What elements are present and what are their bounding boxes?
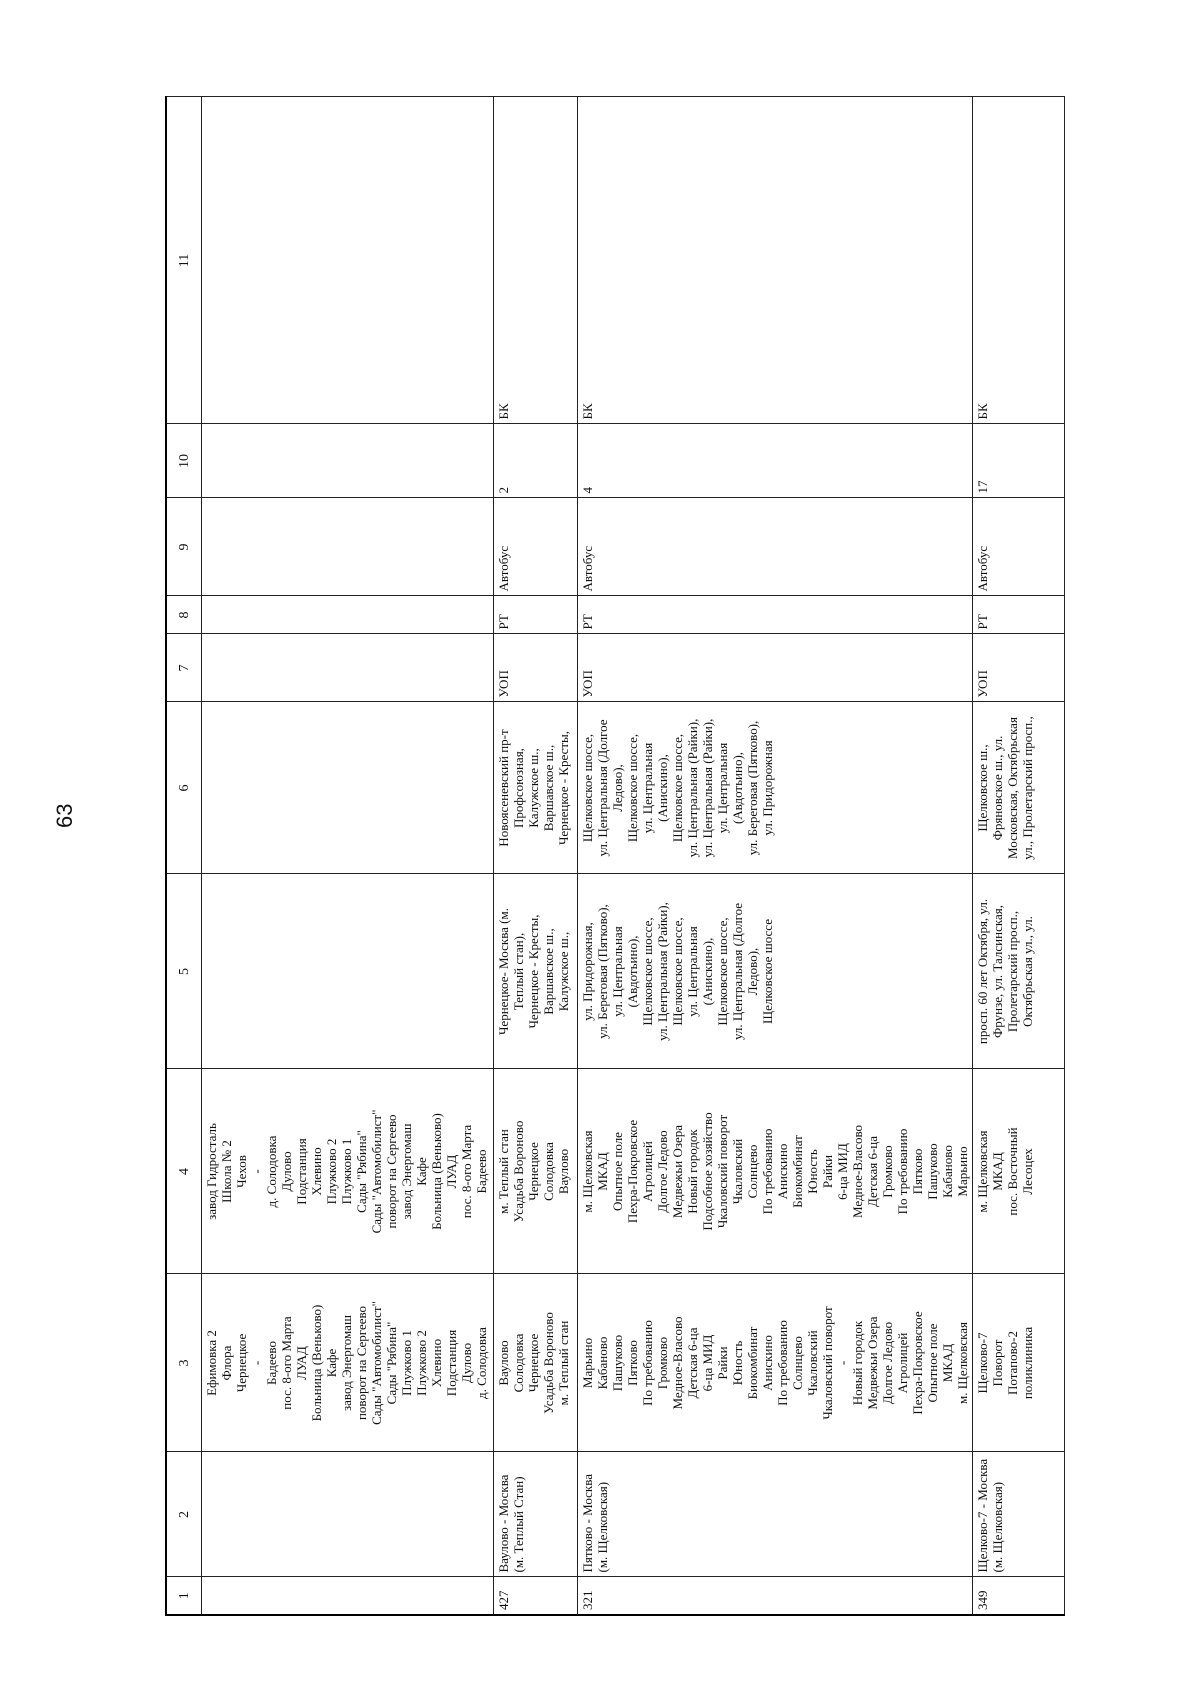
cell-line: Солодовка xyxy=(511,1333,526,1393)
rotated-table-container xyxy=(165,98,1110,1616)
cell-line: Плужково 2 xyxy=(414,1330,429,1396)
cell-c2: Щелково-7 - Москва (м. Щелковская) xyxy=(973,1452,1065,1577)
cell-line: Агролицей xyxy=(640,1141,655,1202)
cell-line: Кафе xyxy=(414,1157,429,1186)
cell-c6 xyxy=(494,702,578,874)
cell-line: ул. Центральная (Райки), xyxy=(655,902,670,1041)
page-number: 63 xyxy=(52,803,77,828)
header-cell: 9 xyxy=(166,498,202,596)
cell-line: Дулово xyxy=(459,1342,474,1384)
cell-line: Райки xyxy=(715,1346,730,1380)
cell-line: поворот на Сергеево xyxy=(384,1114,399,1229)
cell-line: Громково xyxy=(880,1145,895,1198)
cell-c8 xyxy=(202,596,494,634)
cell-line: Пехра-Покровское xyxy=(910,1311,925,1415)
cell-line: м. Теплый стан xyxy=(496,1129,511,1214)
cell-line: (Анискино), xyxy=(700,937,715,1006)
cell-line: Кабаново xyxy=(595,1336,610,1390)
cell-line: ул., Пролетарский просп., xyxy=(1020,716,1035,860)
header-cell: 10 xyxy=(166,424,202,498)
cell-line: Кабаново xyxy=(940,1145,955,1198)
cell-c9: Автобус xyxy=(494,498,578,596)
cell-line: Щелковское шоссе, xyxy=(670,917,685,1026)
routes-table xyxy=(165,97,1065,1617)
cell-line: Марьино xyxy=(955,1146,970,1197)
cell-line: Теплый стан), xyxy=(511,932,526,1011)
cell-line: Бадеево xyxy=(264,1341,279,1385)
cell-line: (Авдотьино), xyxy=(625,935,640,1008)
cell-c3 xyxy=(973,1274,1065,1452)
cell-line: Опытное поле xyxy=(610,1132,625,1211)
cell-line: Щелковское шоссе xyxy=(760,919,775,1024)
cell-c11: БК xyxy=(578,97,973,424)
cell-c1: 349 xyxy=(973,1577,1065,1615)
cell-line: МКАД xyxy=(595,1152,610,1191)
cell-line: завод Энергомаш xyxy=(399,1123,414,1220)
cell-line: Фрунзе, ул. Талсинская, xyxy=(990,905,1005,1038)
cell-line: Потапово-2 xyxy=(1005,1331,1020,1395)
cell-line: Московская, Октябрьская xyxy=(1005,717,1020,859)
cell-c4 xyxy=(578,1069,973,1274)
cell-c4 xyxy=(494,1069,578,1274)
cell-line: д. Солодовка xyxy=(264,1135,279,1208)
cell-c9: Автобус xyxy=(578,498,973,596)
cell-line: Дулово xyxy=(279,1151,294,1192)
cell-line: завод Энергомаш xyxy=(339,1315,354,1411)
cell-line: ул. Береговая (Пятково), xyxy=(595,904,610,1039)
cell-line: Плужково 1 xyxy=(399,1330,414,1396)
cell-line: Ваулово xyxy=(556,1148,571,1195)
cell-line: Ледово), xyxy=(745,947,760,996)
cell-c2: Ваулово - Москва (м. Теплый Стан) xyxy=(494,1452,578,1577)
cell-line: Поворот xyxy=(990,1339,1005,1387)
cell-line: ул. Центральная (Райки), xyxy=(685,718,700,858)
cell-line: Подстанция xyxy=(444,1329,459,1397)
cell-line: м. Щелковская xyxy=(955,1322,970,1404)
cell-line: Калужское ш., xyxy=(526,748,541,828)
cell-line: Анискино xyxy=(775,1143,790,1200)
cell-line: Детская 6-ца xyxy=(685,1327,700,1399)
header-row xyxy=(166,97,202,1615)
cell-line: ул. Центральная xyxy=(610,926,625,1017)
cell-line: (Авдотьино), xyxy=(730,751,745,825)
cell-c2 xyxy=(202,1452,494,1577)
cell-line: 6-ца МИД xyxy=(700,1334,715,1392)
cell-line: м. Щелковская xyxy=(975,1130,990,1213)
cell-line: Чкаловский xyxy=(730,1138,745,1205)
cell-line: Медное-Власово xyxy=(850,1124,865,1219)
cell-line: Флора xyxy=(219,1345,234,1381)
header-cell: 1 xyxy=(166,1577,202,1615)
cell-line: ул. Центральная xyxy=(715,742,730,834)
cell-line: Чкаловский поворот xyxy=(820,1306,835,1420)
cell-line: поворот на Сергеево xyxy=(354,1305,369,1421)
cell-line: д. Солодовка xyxy=(474,1327,489,1399)
cell-line: По требованию xyxy=(895,1128,910,1215)
cell-line: Марьино xyxy=(580,1337,595,1389)
cell-line: ул. Центральная xyxy=(640,742,655,834)
cell-line: По требованию xyxy=(640,1320,655,1406)
cell-line: ул. Придорожная xyxy=(760,740,775,836)
cell-line: По требованию xyxy=(775,1320,790,1406)
cell-c8: РТ xyxy=(973,596,1065,634)
cell-line: м. Щелковская xyxy=(580,1130,595,1213)
cell-line: Подсобное хозяйство xyxy=(700,1112,715,1231)
header-cell: 11 xyxy=(166,97,202,424)
cell-c7 xyxy=(202,634,494,702)
cell-line: МКАД xyxy=(940,1343,955,1383)
table-body xyxy=(202,97,1065,1615)
cell-line: Опытное поле xyxy=(925,1323,940,1403)
cell-line: Юность xyxy=(730,1340,745,1386)
cell-line: м. Теплый стан xyxy=(556,1320,571,1406)
cell-line: Варшавское ш., xyxy=(541,744,556,832)
cell-line: ул. Береговая (Пятково), xyxy=(745,720,760,856)
cell-c10 xyxy=(202,424,494,498)
cell-line: пос. Восточный xyxy=(1005,1127,1020,1216)
cell-line: Агролицей xyxy=(895,1332,910,1394)
cell-line: Щелковское ш., xyxy=(975,744,990,832)
header-cell: 8 xyxy=(166,596,202,634)
cell-c1: 321 xyxy=(578,1577,973,1615)
cell-c1 xyxy=(202,1577,494,1615)
cell-line: Чернецкое xyxy=(526,1333,541,1393)
cell-c7: УОП xyxy=(578,634,973,702)
cell-line: Щелковское шоссе, xyxy=(580,733,595,843)
cell-line: Детская 6-ца xyxy=(865,1135,880,1208)
cell-line: Плужково 2 xyxy=(324,1138,339,1205)
cell-line: Пятково xyxy=(910,1148,925,1195)
cell-line: Усадьба Вороново xyxy=(541,1312,556,1414)
cell-line: просп. 60 лет Октября, ул. xyxy=(975,898,990,1045)
cell-line: Щелковское шоссе, xyxy=(670,733,685,843)
cell-line: Усадьба Вороново xyxy=(511,1120,526,1223)
cell-c5 xyxy=(973,874,1065,1069)
cell-line: Юность xyxy=(805,1149,820,1194)
cell-c11: БК xyxy=(973,97,1065,424)
cell-c4 xyxy=(973,1069,1065,1274)
cell-line: Октябрьская ул., ул. xyxy=(1020,916,1035,1027)
table-row xyxy=(578,97,973,1615)
cell-line: Варшавское ш., xyxy=(541,928,556,1015)
table-row xyxy=(494,97,578,1615)
cell-line: Чкаловский поворот xyxy=(715,1114,730,1229)
cell-c6 xyxy=(578,702,973,874)
cell-line: Лесоцех xyxy=(1020,1148,1035,1195)
cell-c3 xyxy=(494,1274,578,1452)
cell-line: 6-ца МИД xyxy=(835,1143,850,1200)
cell-line: Бадеево xyxy=(474,1149,489,1194)
cell-line: Кафе xyxy=(324,1348,339,1378)
cell-c10: 4 xyxy=(578,424,973,498)
cell-line: Подстанция xyxy=(294,1138,309,1205)
cell-line: ЛУАД xyxy=(444,1154,459,1189)
cell-line: ул. Центральная (Долгое xyxy=(730,902,745,1041)
cell-line: Долгое Ледово xyxy=(880,1321,895,1405)
cell-line: Новый городок xyxy=(685,1129,700,1214)
table-row xyxy=(202,97,494,1615)
cell-line: Биокомбинат xyxy=(790,1135,805,1208)
cell-line: Чернецкое xyxy=(526,1142,541,1201)
cell-c9 xyxy=(202,498,494,596)
cell-c6 xyxy=(973,702,1065,874)
cell-line: ул. Центральная (Долгое xyxy=(595,719,610,857)
cell-line: Чернецкое - Кресты, xyxy=(556,730,571,846)
header-cell: 6 xyxy=(166,702,202,874)
cell-line: Пашуково xyxy=(610,1334,625,1392)
cell-c7: УОП xyxy=(973,634,1065,702)
cell-line: Сады "Рябина" xyxy=(384,1321,399,1405)
cell-line: Ледово), xyxy=(610,764,625,812)
cell-line: МКАД xyxy=(990,1152,1005,1191)
cell-c5 xyxy=(494,874,578,1069)
cell-line: завод Гидросталь xyxy=(204,1123,219,1220)
cell-c7: УОП xyxy=(494,634,578,702)
cell-line: (Анискино), xyxy=(655,754,670,822)
cell-line: Медное-Власово xyxy=(670,1316,685,1410)
cell-line: пос. 8-ого Марта xyxy=(459,1124,474,1219)
cell-line: Новоясеневский пр-т xyxy=(496,729,511,847)
cell-c3 xyxy=(202,1274,494,1452)
cell-line: Хлевино xyxy=(429,1338,444,1388)
cell-line: Щелковское шоссе, xyxy=(625,733,640,843)
cell-line: ЛУАД xyxy=(294,1346,309,1380)
cell-line: Громково xyxy=(655,1336,670,1390)
header-cell: 2 xyxy=(166,1452,202,1577)
cell-line: Чернецкое xyxy=(234,1333,249,1393)
cell-c6 xyxy=(202,702,494,874)
cell-c5 xyxy=(202,874,494,1069)
cell-line: - xyxy=(835,1360,850,1366)
cell-line: Плужково 1 xyxy=(339,1138,354,1205)
cell-c5 xyxy=(578,874,973,1069)
cell-line: Пашуково xyxy=(925,1143,940,1200)
table-row xyxy=(973,97,1065,1615)
cell-line: Биокомбинат xyxy=(745,1326,760,1400)
cell-line: Калужское ш., xyxy=(556,931,571,1012)
cell-c8: РТ xyxy=(578,596,973,634)
cell-line: Сады "Автомобилист" xyxy=(369,1109,384,1234)
cell-line: Новый городок xyxy=(850,1320,865,1406)
cell-line: Щелковское шоссе, xyxy=(640,917,655,1026)
cell-c3 xyxy=(578,1274,973,1452)
cell-line: Долгое Ледово xyxy=(655,1130,670,1213)
header-cell: 5 xyxy=(166,874,202,1069)
cell-line: - xyxy=(249,1360,264,1366)
cell-line: Больница (Веньково) xyxy=(429,1113,444,1230)
cell-line: Пятково xyxy=(625,1340,640,1386)
cell-line: ул. Придорожная, xyxy=(580,922,595,1021)
cell-c10: 2 xyxy=(494,424,578,498)
cell-line: Пролетарский просп., xyxy=(1005,910,1020,1033)
cell-c9: Автобус xyxy=(973,498,1065,596)
cell-line: Чернецкое - Кресты, xyxy=(526,914,541,1029)
cell-line: поликлиника xyxy=(1020,1326,1035,1400)
cell-line: Чернецкое- Москва (м. xyxy=(496,908,511,1036)
cell-line: пос. 8-ого Марта xyxy=(279,1316,294,1410)
cell-line: ул. Центральная (Райки), xyxy=(700,718,715,858)
cell-line: Медвежьи Озера xyxy=(865,1316,880,1410)
cell-line: Чкаловский xyxy=(805,1330,820,1396)
header-cell: 7 xyxy=(166,634,202,702)
header-cell: 4 xyxy=(166,1069,202,1274)
cell-line: Щелково-7 xyxy=(975,1332,990,1394)
cell-line: Профсоюзная, xyxy=(511,748,526,828)
cell-line: Солодовка xyxy=(541,1142,556,1201)
cell-line: Пехра-Покровское xyxy=(625,1119,640,1224)
cell-line: Больница (Веньково) xyxy=(309,1304,324,1422)
cell-line: - xyxy=(249,1169,264,1174)
header-cell: 3 xyxy=(166,1274,202,1452)
cell-c4 xyxy=(202,1069,494,1274)
cell-c10: 17 xyxy=(973,424,1065,498)
cell-line: Солнцево xyxy=(790,1336,805,1390)
cell-line: Ваулово xyxy=(496,1340,511,1386)
cell-line: Медвежьи Озера xyxy=(670,1124,685,1219)
cell-c11 xyxy=(202,97,494,424)
cell-line: Школа № 2 xyxy=(219,1140,234,1203)
cell-line: Ефимовка 2 xyxy=(204,1330,219,1396)
cell-line: Сады "Автомобилист" xyxy=(369,1301,384,1425)
cell-line: Хлевино xyxy=(309,1147,324,1196)
cell-line: Анискино xyxy=(760,1335,775,1391)
cell-line: Райки xyxy=(820,1154,835,1189)
cell-c2: Пятково - Москва (м. Щелковская) xyxy=(578,1452,973,1577)
cell-line: Щелковское шоссе, xyxy=(715,917,730,1026)
cell-line: Чехов xyxy=(234,1155,249,1188)
cell-line: Солнцево xyxy=(745,1144,760,1199)
cell-line: Фряновское ш., ул. xyxy=(990,735,1005,841)
cell-c1: 427 xyxy=(494,1577,578,1615)
cell-line: По требованию xyxy=(760,1128,775,1215)
cell-c11: БК xyxy=(494,97,578,424)
cell-line: ул. Центральная xyxy=(685,926,700,1017)
cell-c8: РТ xyxy=(494,596,578,634)
cell-line: Сады "Рябина" xyxy=(354,1130,369,1213)
